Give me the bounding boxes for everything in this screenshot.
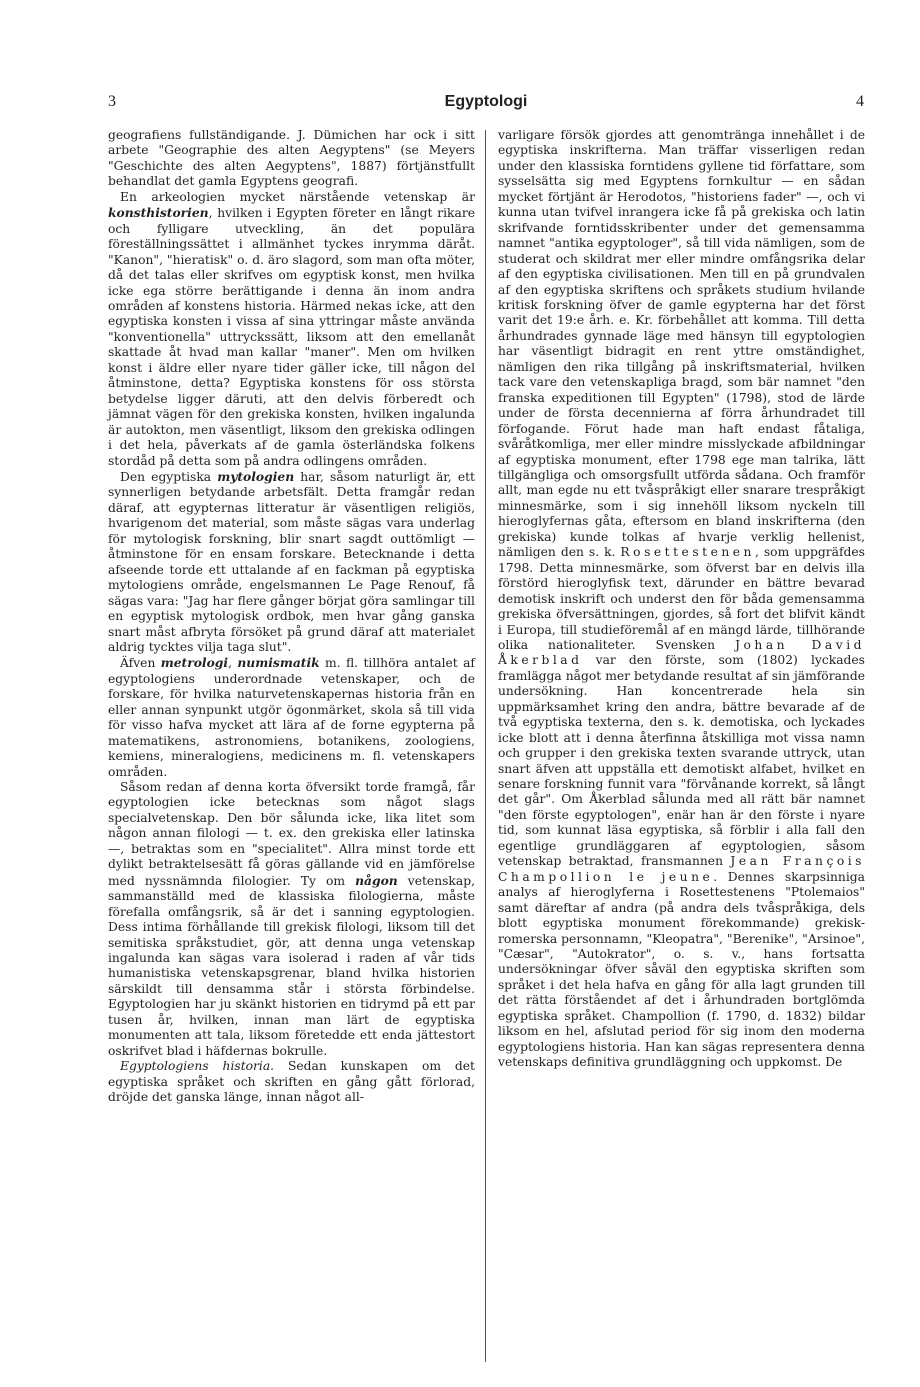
running-head bbox=[108, 93, 864, 117]
paragraph-scope: Såsom redan af denna korta öfversikt torde framgå, får egyptologien icke betecknas som något slags specialvetenskap. Den bör sålunda icke, lika litet som någon annan filologi — t. ex. den grekiska eller latinska —, betraktas som en "specialitet". Allra minst torde ett dylikt betraktelsesätt få göras gällande vid en jämförelse med nyssnämnda filologier. Ty om någon vetenskap, sammanställd med de klassiska filologierna, måste förefalla omfångsrik, så är det i sanning egyptologien. Dess intima förhållande till grekisk filologi, liksom till det semitiska språkstudiet, gör, att denna unga vetenskap ingalunda kan sägas vara isolerad i raden af vår tids humanistiska vetenskapsgrenar, bland hvilka historien särskildt till densamma står i största förbindelse. Egyptologien har ju skänkt historien en tidrymd på ett par tusen år, hvilken, innan man lärt de egyptiska monumenten att tala, liksom företedde ett enda jättestort oskrifvet blad i häfdernas bokrulle. bbox=[108, 780, 475, 1058]
term-nagon: någon bbox=[355, 872, 398, 888]
paragraph-history: Egyptologiens historia. Sedan kunskapen om det egyptiska språket och skriften en gång gått förlorad, dröjde det ganska länge, innan något all- bbox=[108, 1059, 475, 1105]
name-rosettestenen: Rosettestenen bbox=[620, 545, 755, 560]
term-metrologi: metrologi bbox=[160, 655, 229, 671]
term-egyptologiens-historia: Egyptologiens historia. bbox=[120, 1059, 275, 1074]
column-divider bbox=[485, 130, 486, 1362]
page-number-right: 4 bbox=[856, 93, 864, 110]
term-konsthistorien: konsthistorien bbox=[108, 205, 209, 221]
paragraph-metrology: Äfven metrologi, numismatik m. fl. tillhöra antalet af egyptologiens underordnade vetenskaper, och de forskare, för hvilka naturvetenskapernas historia från en eller annan synpunkt utgör ögonmärket, skola så till vida för visso hafva mycket att lära af de forne egypterna på matematikens, astronomiens, botanikens, zoologiens, kemiens, mineralogiens, medicinens m. fl. vetenskapers områden. bbox=[108, 655, 475, 779]
running-title: Egyptologi bbox=[444, 93, 528, 110]
term-numismatik: numismatik bbox=[237, 655, 320, 671]
term-mytologien: mytologien bbox=[217, 468, 295, 484]
paragraph-continuation: varligare försök gjordes att genomtränga innehållet i de egyptiska inskrifterna. Man träffar visserligen redan under den klassiska forntidens gyllene tid författare, som sysselsätta sig med Egyptens fornkultur — en sådan mycket förtjänt är Herodotos, "historiens fader" —, och vi kunna utan tvifvel inrangera icke få på grekiska och latin skrifvande forntidsskribenter under det gemensamma namnet "antika egyptologer", så till vida nämligen, som de studerat och skildrat mer eller mindre omfångsrika delar af den egyptiska civilisationen. Men till en på grundvalen af den egyptiska skriftens och språkets studium hvilande kritisk forskning öfver de gamle egypterna har det först varit det 19:e årh. e. Kr. förbehållet att komma. Till detta århundrades gynnade läge med hänsyn till egyptologien har väsentligt bidragit en rent yttre omständighet, nämligen den rika tillgång på inskriftsmaterial, hvilken tack vare den vetenskapliga bragd, som bär namnet "den franska expeditionen till Egypten" (1798), stod de lärde under de första decennierna af förra århundradet till förfogande. Förut hade man haft endast fåtaliga, svåråtkomliga, mer eller mindre misslyckade afbildningar af egyptiska monument, efter 1798 ege man talrika, lätt tillgängliga och omsorgsfullt utförda sådana. Och framför allt, man egde nu ett tvåspråkigt eller snarare trespråkigt minnesmärke, som i sig innehöll liksom nyckeln till hieroglyfernas gåta, eftersom en bland inskrifterna (den grekiska) kunde tolkas af hvarje verklig hellenist, nämligen den s. k. Rosettestenen, som uppgräfdes 1798. Detta minnesmärke, som öfverst bar en delvis illa förstörd hieroglyfisk text, därunder en bättre bevarad demotisk inskrift och underst den för båda gemensamma grekiska öfversättningen, gjordes, så fort det blifvit kändt i Europa, till studieföremål af en mängd lärde, tillhörande olika nationaliteter. Svensken Johan David Åkerblad var den förste, som (1802) lyckades framlägga något mer betydande resultat af sin jämförande undersökning. Han koncentrerade hela sin uppmärksamhet kring den andra, bättre bevarade af de två egyptiska texterna, den s. k. demotiska, och lyckades icke blott att i denna återfinna åtskilliga mot vissa namn och grupper i den grekiska texten svarande uttryck, utan snart äfven att uppställa ett demotiskt alfabet, hvilket en senare forskning funnit vara "förvånande korrekt, så långt det går". Om Åkerblad sålunda med all rätt bär namnet "den förste egyptologen", enär han är den förste i nyare tid, som kunnat läsa egyptiska, så förblir i alla fall den egentlige grundläggaren af egyptologien, såsom vetenskap betraktad, fransmannen Jean François Champollion le jeune. Dennes skarpsinniga analys af hieroglyferna i Rosettestenens "Ptolemaios" samt däreftar af andra (på andra dels tvåspråkiga, dels blott egyptiska monument förekommande) grekisk-romerska personnamn, "Kleopatra", "Berenike", "Arsinoe", "Cæsar", "Autokrator", o. s. v., hans fortsatta undersökningar öfver såväl den egyptiska skriften som språket i det hela hafva en gång för alla lagt grunden till det rätta förståendet af det i århundraden bortglömda egyptiska språket. Champollion (f. 1790, d. 1832) bildar liksom en hel, afslutad period för sig inom den moderna egyptologiens historia. Han kan sägas representera denna vetenskaps definitiva grundläggning och uppkomst. De bbox=[498, 128, 865, 1070]
paragraph-art-history: En arkeologien mycket närstående vetenskap är konsthistorien, hvilken i Egypten företer en långt rikare och fylligare utveckling, än det populära föreställningssättet i allmänhet tyckes inrymma däråt. "Kanon", "hieratisk" o. d. äro slagord, som man ofta möter, då det talas eller skrifves om egyptisk konst, men hvilka icke ega större berättigande i denna än inom andra områden af konstens historia. Härmed nekas icke, att den egyptiska konsten i vissa af sina yttringar måste använda "konventionella" uttryckssätt, liksom att den emellanåt skattade åt hvad man kallar "maner". Men om hvilken konst i äldre eller nyare tider gäller icke, till någon del åtminstone, detta? Egyptiska konstens för oss största betydelse ligger däruti, att den delvis förberedt och jämnat vägen för den grekiska konsten, hvilken ingalunda är autokton, men väsentligt, liksom den grekiska odlingen i det hela, påverkats af de gamla österländska folkens stordåd på detta som på andra odlingens områden. bbox=[108, 189, 475, 468]
name-champollion: Jean François Champollion le jeune bbox=[498, 854, 865, 884]
paragraph-mythology: Den egyptiska mytologien har, såsom naturligt är, ett synnerligen betydande arbetsfält. Detta framgår redan däraf, att egypternas litteratur är väsentligen religiös, hvarigenom det material, som måste sägas vara underlag för mytologisk forskning, blir snart sagdt outtömligt — åtminstone för en ensam forskare. Betecknande i detta afseende torde ett uttalande af en fackman på egyptiska mytologiens område, engelsmannen Le Page Renouf, få sägas vara: "Jag har flere gånger börjat göra samlingar till en egyptisk mytologisk ordbok, men hvar gång ganska snart måst afbryta försöket på grund däraf att materialet aldrig tycktes vilja taga slut". bbox=[108, 468, 475, 654]
left-column bbox=[108, 128, 475, 1106]
page-number-left: 3 bbox=[108, 93, 116, 110]
paragraph-geography: geografiens fullständigande. J. Dümichen har ock i sitt arbete "Geographie des alten Aegyptens" (se Meyers "Geschichte des alten Aegyptens", 1887) förtjänstfullt behandlat det gamla Egyptens geografi. bbox=[108, 128, 475, 189]
name-akerblad: Johan David Åkerblad bbox=[498, 637, 865, 668]
right-column bbox=[498, 128, 865, 1071]
